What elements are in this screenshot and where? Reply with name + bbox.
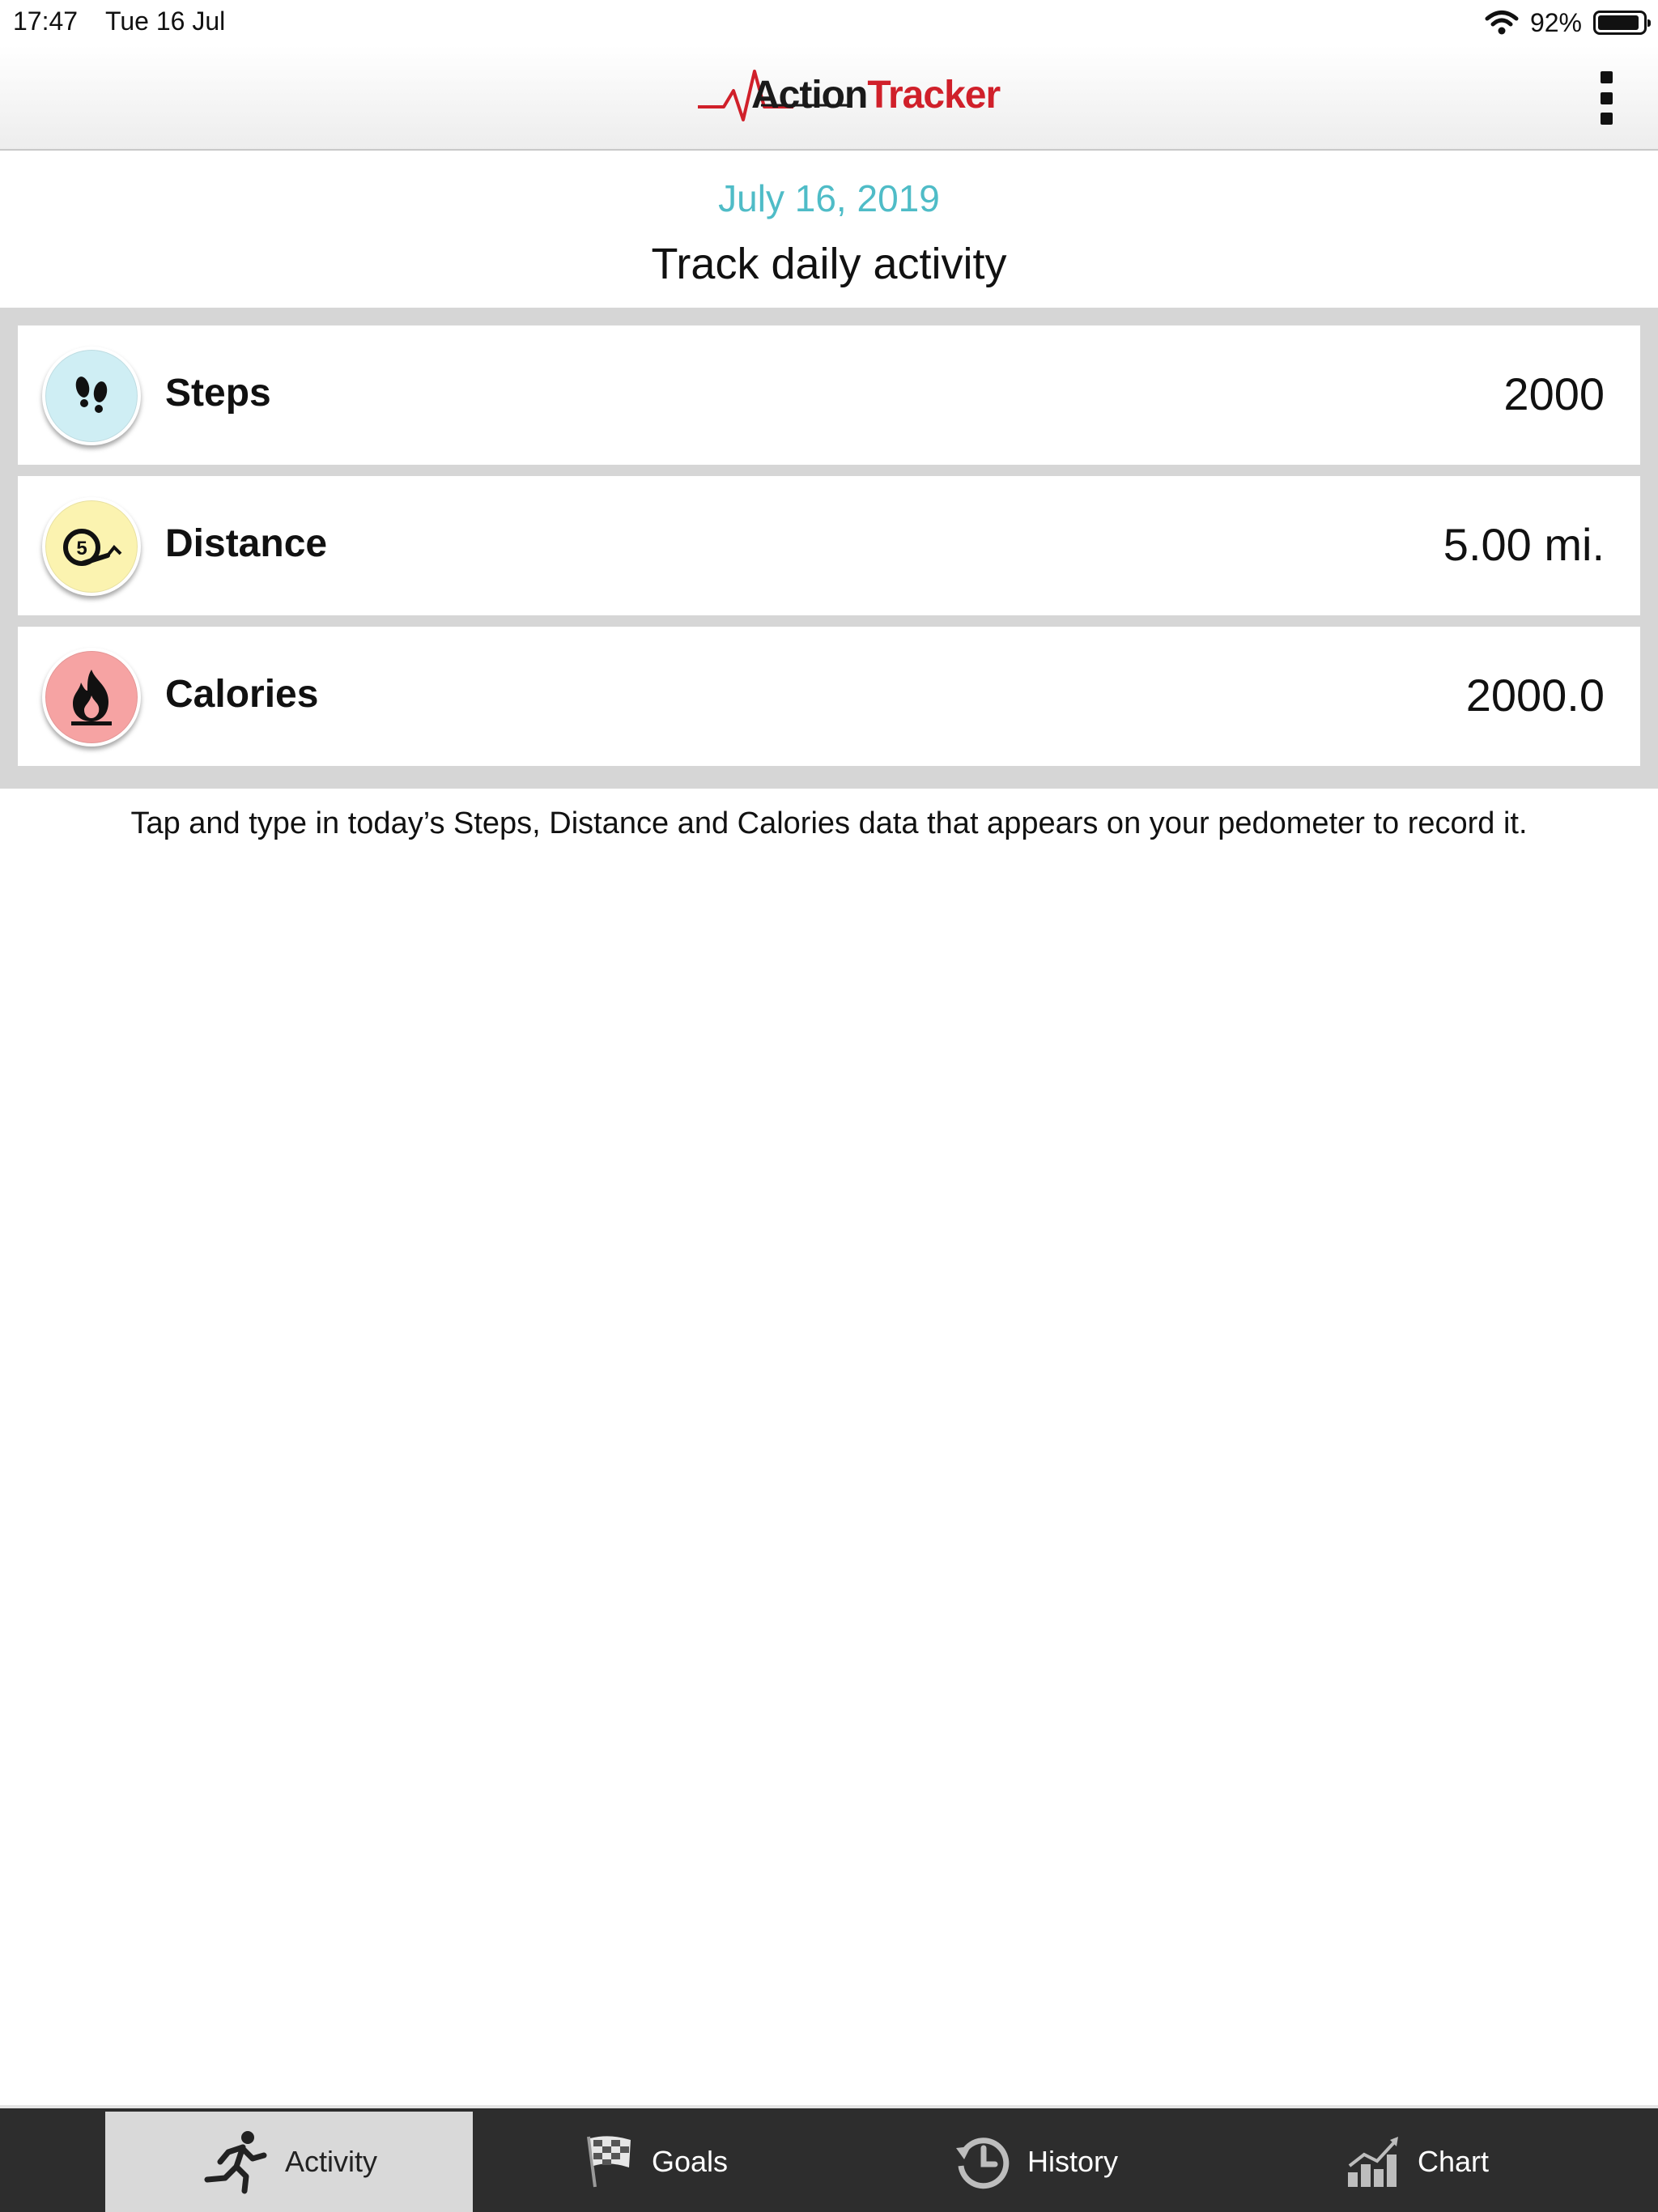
vertical-dots-icon: [1601, 71, 1613, 83]
tab-activity[interactable]: [105, 2112, 473, 2212]
tab-goals-label: Goals: [651, 2145, 729, 2178]
battery-percent: 92%: [1529, 7, 1582, 37]
tab-history-label: History: [1027, 2145, 1118, 2178]
battery-level: [1598, 15, 1639, 30]
current-date[interactable]: July 16, 2019: [718, 177, 940, 219]
status-time: 17:47: [13, 6, 79, 36]
tab-chart[interactable]: [1231, 2112, 1603, 2212]
page-subtitle: Track daily activity: [651, 240, 1007, 288]
battery-icon: [1593, 11, 1647, 35]
bar-chart-icon: [1345, 2133, 1401, 2190]
svg-text:5: 5: [76, 538, 87, 559]
instruction-text: Tap and type in today’s Steps, Distance and Calories data that appears on your pedometer to record it.: [130, 806, 1528, 840]
distance-row[interactable]: [18, 476, 1640, 615]
tab-history[interactable]: [842, 2112, 1231, 2212]
distance-label: Distance: [165, 522, 328, 565]
calories-row[interactable]: [18, 627, 1640, 766]
running-person-icon: [201, 2129, 269, 2194]
calories-value[interactable]: 2000.0: [1465, 670, 1605, 721]
menu-dot: [1601, 113, 1613, 125]
tab-bar: [0, 2105, 1658, 2212]
menu-dot: [1601, 92, 1613, 104]
tab-activity-label: Activity: [284, 2145, 377, 2178]
app-logo: [696, 65, 1001, 130]
logo-word-action: Action: [751, 74, 868, 117]
calories-label: Calories: [165, 673, 319, 716]
status-indicators: [1485, 6, 1647, 39]
history-clock-icon: [954, 2133, 1011, 2190]
nav-bar: [0, 45, 1658, 151]
wifi-icon: [1485, 10, 1519, 36]
more-menu-button[interactable]: [1587, 68, 1626, 128]
tab-chart-label: Chart: [1417, 2145, 1490, 2178]
logo-word-tracker: Tracker: [867, 74, 1001, 117]
logo-text: [751, 73, 1000, 117]
status-bar: [0, 0, 1658, 45]
tab-goals[interactable]: [486, 2112, 826, 2212]
metrics-panel: [0, 308, 1658, 789]
flame-icon: [42, 648, 141, 747]
tape-measure-icon: [42, 497, 141, 596]
steps-label: Steps: [165, 372, 271, 415]
status-date: Tue 16 Jul: [105, 6, 226, 36]
checkered-flag-icon: [584, 2133, 636, 2190]
footprints-icon: [42, 347, 141, 445]
steps-value[interactable]: 2000: [1503, 368, 1605, 419]
steps-row[interactable]: [18, 325, 1640, 465]
distance-value[interactable]: 5.00 mi.: [1443, 519, 1605, 570]
